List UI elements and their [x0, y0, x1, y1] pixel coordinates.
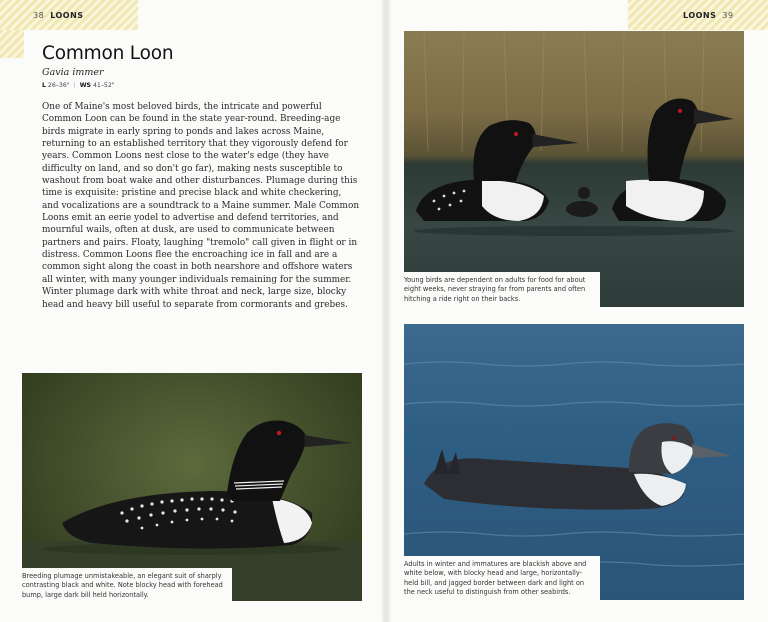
page-number-left: 38 [33, 11, 45, 20]
caption-breeding: Breeding plumage unmistakeable, an elegant suit of sharply contrasting black and white. Note blocky head with forehead bump, large dark bill held horizontally. [22, 568, 232, 603]
caption-young: Young birds are dependent on adults for food for about eight weeks, never straying far from parents and often hitching a ride right on their backs. [404, 272, 600, 307]
section-title-right: LOONS [683, 11, 717, 20]
length-value: 26–36" [47, 82, 70, 89]
photo-loon-pair-with-chick [404, 31, 744, 307]
page-number-right: 39 [722, 11, 734, 20]
photo-breeding-loon [22, 373, 362, 601]
wingspan-label: WS [79, 82, 91, 89]
caption-winter: Adults in winter and immatures are blackish above and white below, with blocky head and large, horizontally-held bill, and jagged border between dark and light on the neck useful to distinguish from other seabirds. [404, 556, 600, 601]
measurements: L 26–36" | WS 41–52" [42, 82, 115, 89]
length-label: L [42, 82, 46, 89]
page-gutter [382, 0, 390, 622]
section-title-left: LOONS [50, 11, 84, 20]
species-name: Common Loon [42, 43, 174, 64]
wingspan-value: 41–52" [92, 82, 115, 89]
header-left [33, 11, 84, 20]
header-right [683, 11, 734, 20]
side-tab-left [0, 30, 24, 58]
species-latin-name: Gavia immer [42, 67, 104, 78]
species-description: One of Maine's most beloved birds, the intricate and powerful Common Loon can be found in the state year-round. Breeding-age birds migrate in early spring to ponds and lakes across Maine, returning to an established territory that they vigorously defend for years. Common Loons nest close to the water's edge (they have difficulty on land, and so don't go far), making nests susceptible to washout from boat wake and other disturbances. Plumage during this time is exquisite: pristine and precise black and white checkering, and vocalizations are a soundtrack to a Maine summer. Male Common Loons emit an eerie yodel to advertise and defend territories, and mournful wails, often at dusk, are used to communicate between partners and pairs. Floaty, laughing "tremolo" call given in flight or in distress. Common Loons flee the encroaching ice in fall and are a common sight along the coast in both nearshore and offshore waters all winter, with many younger individuals remaining for the summer. Winter plumage dark with white throat and neck, large size, blocky head and heavy bill useful to separate from cormorants and grebes. [42, 102, 360, 310]
